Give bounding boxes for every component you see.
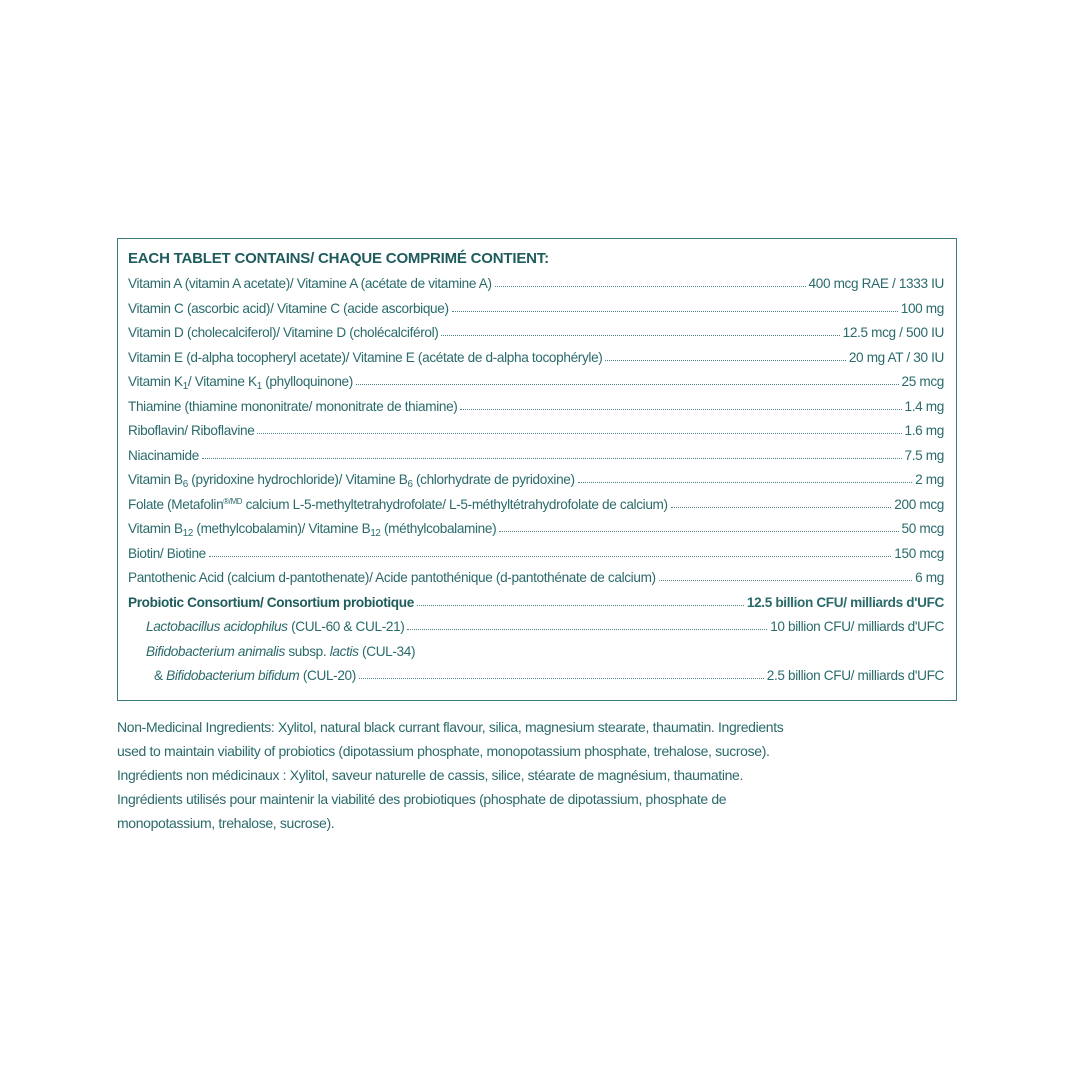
ingredient-row xyxy=(128,517,944,542)
ingredient-row xyxy=(128,615,944,640)
label-part: Folate (Metafolin xyxy=(128,496,224,512)
dot-leader xyxy=(202,446,902,460)
ingredient-amount: 7.5 mg xyxy=(904,447,944,463)
label-part: (CUL-34) xyxy=(358,643,416,659)
label-part: 6 xyxy=(407,478,413,490)
ingredient-amount: 10 billion CFU/ milliards d'UFC xyxy=(770,619,944,634)
label-part: / Vitamine K xyxy=(187,374,257,389)
dot-leader xyxy=(460,397,901,411)
ingredient-amount: 20 mg AT / 30 IU xyxy=(848,349,944,365)
label-part: 12 xyxy=(182,527,193,539)
dot-leader xyxy=(659,568,912,582)
label-part: Vitamin D (cholecalciferol)/ Vitamine D (cholécalciférol) xyxy=(128,325,439,340)
label-part: subsp. xyxy=(284,643,330,659)
ingredient-row xyxy=(128,321,944,346)
label-part: (pyridoxine hydrochloride)/ Vitamine B xyxy=(187,472,408,487)
label-part: Vitamin C (ascorbic acid)/ Vitamine C (acide ascorbique) xyxy=(128,300,449,316)
label-part: Vitamin E (d-alpha tocopheryl acetate)/ Vitamine E (acétate de d-alpha tocophéryle) xyxy=(128,349,603,365)
dot-leader xyxy=(499,519,898,533)
label-part: (CUL-20) xyxy=(299,668,356,683)
dot-leader xyxy=(671,495,892,509)
ingredient-row xyxy=(128,640,944,665)
label-part: Vitamin B xyxy=(128,472,183,487)
notes-line-3: Ingrédients non médicinaux : Xylitol, saveur naturelle de cassis, silice, stéarate de magnésium, thaumatine. xyxy=(117,767,743,783)
non-medicinal-ingredients xyxy=(117,715,957,835)
ingredient-row xyxy=(128,566,944,591)
ingredient-label xyxy=(128,297,449,322)
ingredient-amount: 100 mg xyxy=(900,300,944,316)
label-part: 12 xyxy=(370,527,381,539)
ingredient-label xyxy=(128,664,356,689)
ingredient-amount: 50 mcg xyxy=(901,521,944,536)
ingredient-amount: 25 mcg xyxy=(901,374,944,389)
label-part: 1 xyxy=(182,380,188,392)
dot-leader xyxy=(605,348,845,362)
label-part: (phylloquinone) xyxy=(261,374,353,389)
supplement-facts-panel xyxy=(117,238,957,701)
ingredient-amount: 6 mg xyxy=(915,570,944,585)
dot-leader xyxy=(452,299,898,313)
ingredient-label xyxy=(128,591,414,616)
label-part: Vitamin A (vitamin A acetate)/ Vitamine A (acétate de vitamine A) xyxy=(128,276,492,291)
panel-title: EACH TABLET CONTAINS/ CHAQUE COMPRIMÉ CONTIENT: xyxy=(128,250,549,267)
ingredient-row xyxy=(128,419,944,444)
ingredient-label xyxy=(128,493,668,520)
label-part: Vitamin K xyxy=(128,374,183,389)
label-part: Niacinamide xyxy=(128,447,199,463)
ingredient-row xyxy=(128,346,944,371)
dot-leader xyxy=(359,666,764,680)
ingredient-amount: 150 mcg xyxy=(894,545,944,561)
notes-line-5: monopotassium, trehalose, sucrose). xyxy=(117,815,335,831)
ingredient-row xyxy=(128,297,944,322)
dot-leader xyxy=(578,470,913,484)
ingredient-label xyxy=(128,346,602,371)
label-part: Pantothenic Acid (calcium d-pantothenate)/ Acide pantothénique (d-pantothénate de calcium) xyxy=(128,570,656,585)
dot-leader xyxy=(209,544,891,558)
ingredient-label xyxy=(128,321,438,346)
ingredient-amount: 1.6 mg xyxy=(904,423,944,438)
label-part: Thiamine (thiamine mononitrate/ mononitrate de thiamine) xyxy=(128,398,458,414)
ingredient-amount: 400 mcg RAE / 1333 IU xyxy=(808,276,944,291)
label-part: (CUL-60 & CUL-21) xyxy=(287,619,405,634)
ingredient-row xyxy=(128,370,944,395)
ingredient-label xyxy=(128,272,492,297)
label-part: ®/MD xyxy=(223,496,243,506)
ingredient-row xyxy=(128,493,944,518)
ingredient-row xyxy=(128,591,944,616)
label-part: lactis xyxy=(329,643,359,659)
label-part: (méthylcobalamine) xyxy=(380,521,497,536)
ingredient-row xyxy=(128,444,944,469)
ingredient-label xyxy=(128,566,656,591)
label-part: (methylcobalamin)/ Vitamine B xyxy=(192,521,371,536)
ingredient-amount: 200 mcg xyxy=(894,496,944,512)
label-part: Vitamin B xyxy=(128,521,183,536)
label-part: Riboflavin/ Riboflavine xyxy=(128,423,255,438)
ingredient-amount: 2.5 billion CFU/ milliards d'UFC xyxy=(766,668,944,683)
dot-leader xyxy=(441,323,839,337)
label-part: 1 xyxy=(256,380,262,392)
dot-leader xyxy=(356,372,899,386)
ingredient-row xyxy=(128,395,944,420)
dot-leader xyxy=(417,593,744,607)
ingredient-row xyxy=(128,272,944,297)
label-part: & xyxy=(154,668,167,683)
label-part: Bifidobacterium animalis xyxy=(146,643,285,659)
ingredient-amount: 2 mg xyxy=(915,472,944,487)
ingredient-amount: 12.5 billion CFU/ milliards d'UFC xyxy=(746,594,944,610)
notes-line-2: used to maintain viability of probiotics (dipotassium phosphate, monopotassium phosphate, trehalose, sucrose). xyxy=(117,743,770,759)
dot-leader xyxy=(407,617,767,631)
ingredient-row xyxy=(128,664,944,689)
label-part: Probiotic Consortium/ Consortium probiotique xyxy=(128,594,414,610)
label-part: calcium L-5-methyltetrahydrofolate/ L-5-méthyltétrahydrofolate de calcium) xyxy=(242,496,668,512)
label-part: 6 xyxy=(182,478,188,490)
notes-line-1: Non-Medicinal Ingredients: Xylitol, natural black currant flavour, silica, magnesium stearate, thaumatin. Ingredients xyxy=(117,719,784,735)
ingredient-label xyxy=(128,419,254,444)
label-part: Bifidobacterium bifidum xyxy=(166,668,300,683)
ingredient-label xyxy=(128,395,457,420)
label-part: Biotin/ Biotine xyxy=(128,545,206,561)
notes-line-4: Ingrédients utilisés pour maintenir la viabilité des probiotiques (phosphate de dipotassium, phosphate de xyxy=(117,791,727,807)
ingredient-row xyxy=(128,542,944,567)
ingredient-label xyxy=(128,640,415,665)
ingredient-amount: 1.4 mg xyxy=(904,398,944,414)
label-part: Lactobacillus acidophilus xyxy=(146,619,288,634)
ingredient-amount: 12.5 mcg / 500 IU xyxy=(842,325,944,340)
dot-leader xyxy=(495,274,806,288)
ingredient-label xyxy=(128,517,496,544)
dot-leader xyxy=(257,421,901,435)
ingredient-label xyxy=(128,615,404,640)
ingredient-label xyxy=(128,370,353,397)
ingredient-row xyxy=(128,468,944,493)
ingredient-label xyxy=(128,468,575,495)
ingredient-list xyxy=(128,272,944,689)
label-part: (chlorhydrate de pyridoxine) xyxy=(412,472,575,487)
ingredient-label xyxy=(128,542,206,567)
ingredient-label xyxy=(128,444,199,469)
